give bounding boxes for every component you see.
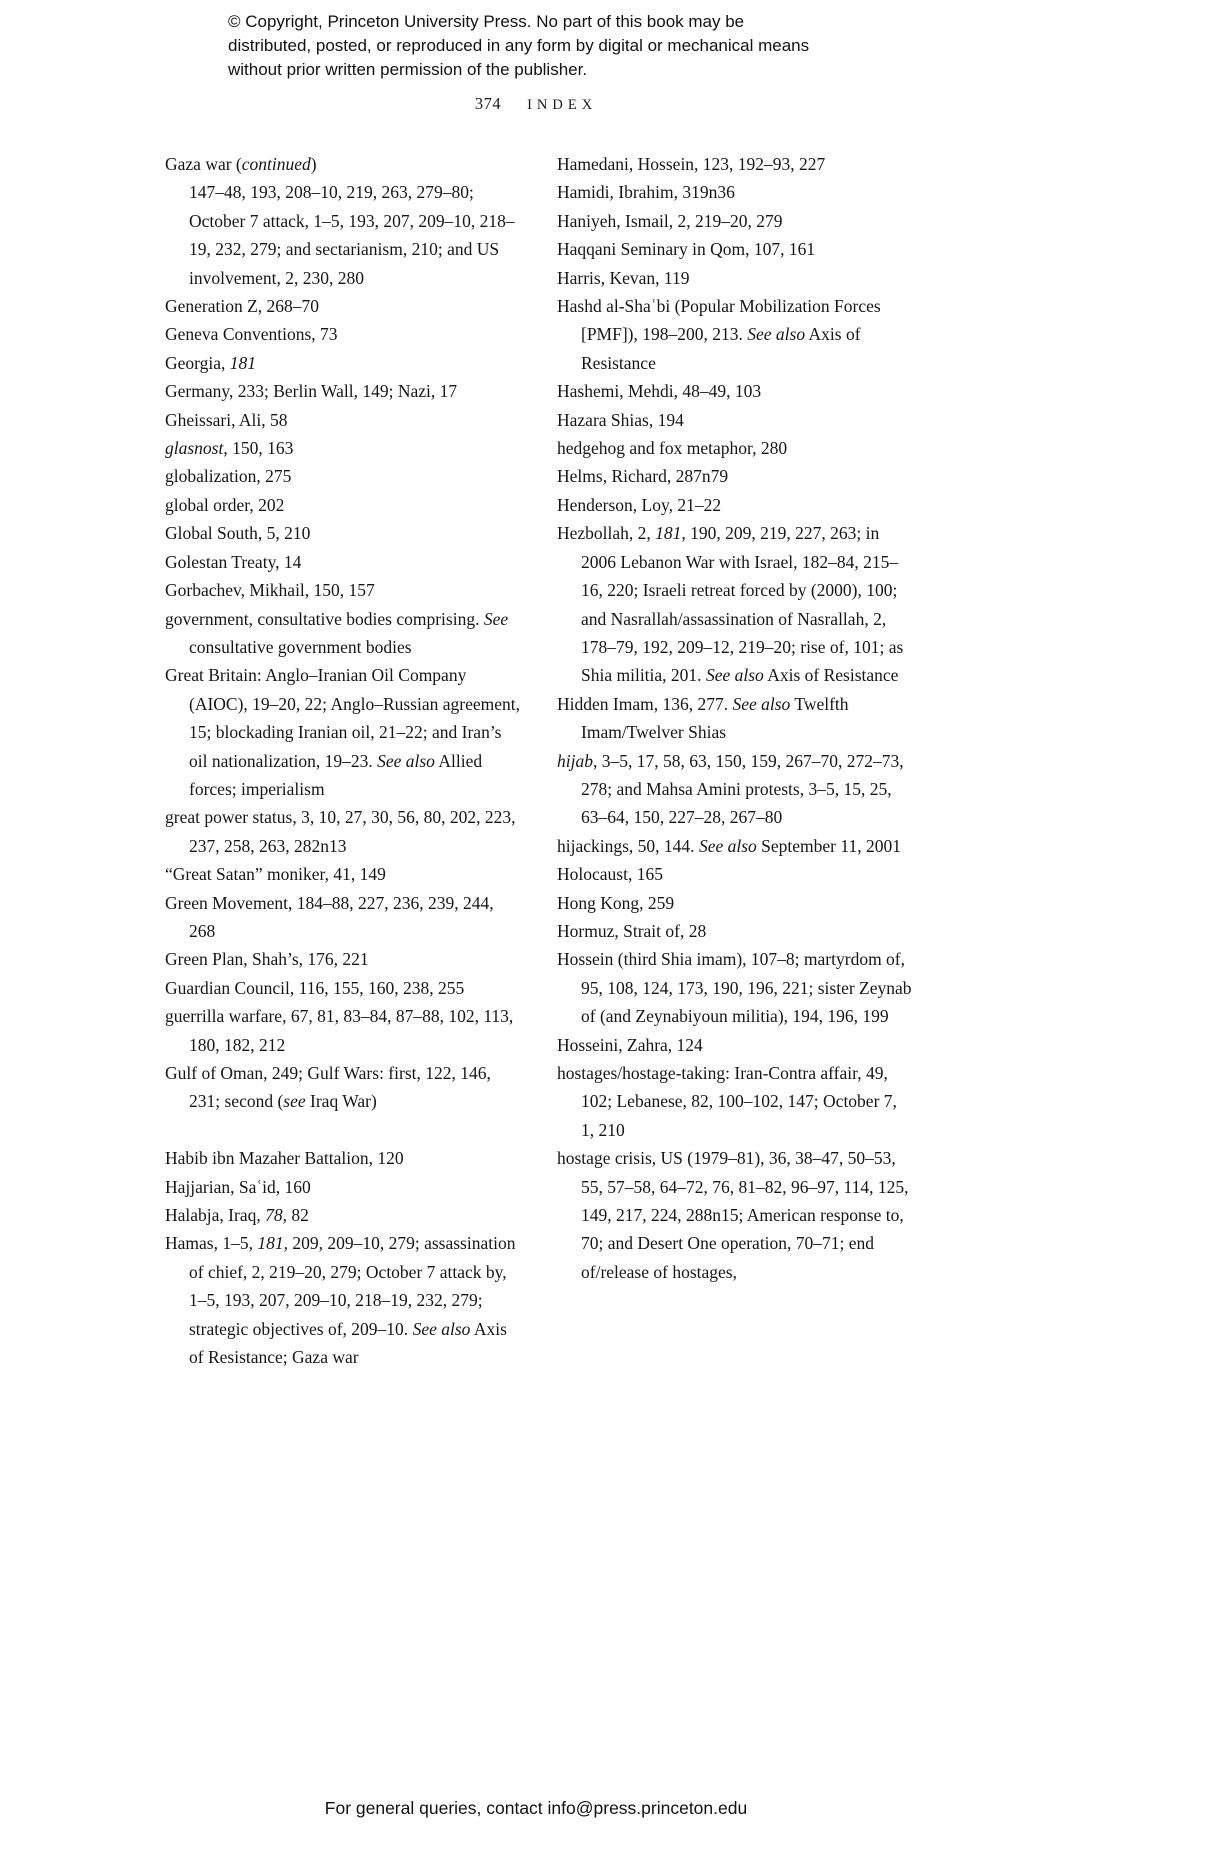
index-entry — [165, 1144, 521, 1172]
index-entry-text: Halabja, Iraq, — [165, 1205, 266, 1226]
index-entry-italic-text: See also — [698, 835, 757, 856]
index-entry-text: Axis of Resistance — [581, 324, 861, 373]
index-entry-text: globalization, 275 — [165, 466, 292, 487]
index-entry — [557, 264, 913, 292]
index-entry — [557, 519, 913, 689]
index-entry — [165, 1173, 521, 1201]
index-entry-text: “Great Satan” moniker, 41, 149 — [165, 864, 386, 885]
index-entry — [165, 974, 521, 1002]
index-entry-text: Allied forces; imperialism — [189, 750, 483, 799]
index-entry — [557, 462, 913, 490]
index-entry — [165, 860, 521, 888]
index-entry-text: Great Britain: Anglo–Iranian Oil Company (AIOC), 19–20, 22; Anglo–Russian agreement, 15; blockading Iranian oil, 21–22; and Iran’s oil nationalization, 19–23. — [165, 665, 520, 771]
index-entry — [557, 434, 913, 462]
index-entry-text: Green Plan, Shah’s, 176, 221 — [165, 949, 369, 970]
index-entry — [165, 605, 521, 662]
index-entry-text: consultative government bodies — [189, 636, 412, 657]
index-entry-text: Twelfth Imam/Twelver Shias — [581, 693, 849, 743]
index-entry-text: , 150, 163 — [223, 438, 294, 459]
index-entry — [165, 1002, 521, 1059]
index-entry-text: Hidden Imam, 136, 277. — [557, 693, 733, 714]
index-entry — [557, 917, 913, 945]
index-column-left — [165, 150, 521, 1371]
index-entry — [557, 1144, 913, 1286]
index-entry-text: Axis of Resistance; Gaza war — [189, 1318, 507, 1368]
index-entry — [557, 406, 913, 434]
index-entry-italic-text: See — [483, 608, 509, 629]
index-entry-text: Hashemi, Mehdi, 48–49, 103 — [557, 381, 762, 402]
index-entry — [165, 945, 521, 973]
index-entry — [165, 178, 521, 292]
index-column-right — [557, 150, 913, 1286]
index-entry — [165, 1229, 521, 1371]
index-entry-italic-text: 181, — [257, 1233, 288, 1254]
index-entry — [557, 860, 913, 888]
index-entry-text: Harris, Kevan, 119 — [557, 267, 690, 288]
index-entry — [165, 462, 521, 490]
index-entry — [165, 320, 521, 348]
index-entry-text: Haqqani Seminary in Qom, 107, 161 — [557, 239, 816, 260]
index-entry-text: Hossein (third Shia imam), 107–8; martyrdom of, 95, 108, 124, 173, 190, 196, 221; sister Zeynab of (and Zeynabiyoun militia), 194, 196, 199 — [557, 949, 912, 1027]
index-entry — [165, 576, 521, 604]
index-entry — [165, 150, 521, 178]
index-entry-text: 209, 209–10, 279; assassination of chief, 2, 219–20, 279; October 7 attack by, 1–5, 193, 207, 209–10, 218–19, 232, 279; strategic objectives of, 209–10. — [189, 1233, 516, 1339]
index-entry-text: 190, 209, 219, 227, 263; in 2006 Lebanon War with Israel, 182–84, 215–16, 220; Israeli retreat forced by (2000), 100; and Nasrallah/assassination of Nasrallah, 2, 178–79, 192, 209–12, 219–20; rise of, 101; as Shia militia, 201. — [581, 523, 904, 686]
index-entry-text: Hazara Shias, 194 — [557, 409, 684, 430]
index-entry-text: hijackings, 50, 144. — [557, 835, 699, 856]
index-entry-text: Guardian Council, 116, 155, 160, 238, 255 — [165, 977, 465, 998]
index-entry — [557, 690, 913, 747]
index-entry — [557, 747, 913, 832]
index-entry — [557, 207, 913, 235]
index-entry-text: September 11, 2001 — [756, 835, 901, 856]
index-entry-text: Hosseini, Zahra, 124 — [557, 1034, 703, 1055]
index-entry-text: Hong Kong, 259 — [557, 892, 675, 913]
index-entry-text: global order, 202 — [165, 494, 285, 515]
index-entry-text: Gorbachev, Mikhail, 150, 157 — [165, 580, 375, 601]
index-entry-text: Gheissari, Ali, 58 — [165, 409, 288, 430]
index-entry-text: Gulf of Oman, 249; Gulf Wars: first, 122, 146, 231; second ( — [165, 1063, 491, 1112]
index-entry-italic-text: See also — [705, 665, 764, 686]
index-entry-text: , 3–5, 17, 58, 63, 150, 159, 267–70, 272–73, 278; and Mahsa Amini protests, 3–5, 15, 25, 63–64, 150, 227–28, 267–80 — [581, 750, 904, 828]
index-entry — [165, 803, 521, 860]
index-entry — [557, 491, 913, 519]
index-entry-italic-text: See also — [412, 1318, 471, 1339]
index-entry — [165, 406, 521, 434]
section-title: INDEX — [527, 97, 598, 113]
page-number: 374 — [474, 94, 502, 113]
index-entry-text: Hamas, 1–5, — [165, 1233, 258, 1254]
index-entry-text: hostage crisis, US (1979–81), 36, 38–47, 50–53, 55, 57–58, 64–72, 76, 81–82, 96–97, 114, 125, 149, 217, 224, 288n15; American response to, 70; and Desert One operation, 70–71; end of/release of hostages, — [557, 1148, 909, 1282]
index-entry — [557, 178, 913, 206]
index-entry — [557, 889, 913, 917]
index-entry-text: Henderson, Loy, 21–22 — [557, 494, 722, 515]
index-entry — [165, 349, 521, 377]
index-entry-text: Hajjarian, Saʿid, 160 — [165, 1176, 311, 1197]
index-entry-italic-text: hijab — [557, 750, 593, 771]
index-entry — [165, 434, 521, 462]
index-entry — [557, 292, 913, 377]
index-entry-text: Haniyeh, Ismail, 2, 219–20, 279 — [557, 210, 783, 231]
index-columns — [165, 150, 913, 1371]
index-entry-text: Global South, 5, 210 — [165, 523, 311, 544]
index-entry-text: Hormuz, Strait of, 28 — [557, 920, 707, 941]
copyright-notice: © Copyright, Princeton University Press. No part of this book may be distributed, posted, or reproduced in any form by digital or mechanical means without prior written permission of the publisher. — [228, 12, 810, 79]
index-entry — [557, 235, 913, 263]
index-entry-text: Hamedani, Hossein, 123, 192–93, 227 — [557, 154, 826, 174]
index-entry — [557, 945, 913, 1030]
index-entry-text: Helms, Richard, 287n79 — [557, 466, 729, 487]
index-entry — [165, 1059, 521, 1116]
index-entry — [165, 661, 521, 803]
index-entry-text: Golestan Treaty, 14 — [165, 551, 302, 572]
index-entry — [557, 150, 913, 178]
index-entry-text: Generation Z, 268–70 — [165, 296, 320, 317]
index-entry-text: Georgia, — [165, 352, 230, 373]
index-entry-text: Habib ibn Mazaher Battalion, 120 — [165, 1148, 404, 1169]
index-entry — [165, 1201, 521, 1229]
index-entry-text: hostages/hostage-taking: Iran-Contra affair, 49, 102; Lebanese, 82, 100–102, 147; October 7, 1, 210 — [557, 1063, 897, 1140]
index-entry-text: Hashd al-Shaʿbi (Popular Mobilization Forces [PMF]), 198–200, 213. — [557, 296, 881, 345]
index-entry-italic-text: 181 — [229, 352, 257, 373]
index-entry-text: government, consultative bodies comprising. — [165, 608, 484, 629]
index-entry-italic-text: See also — [377, 750, 435, 771]
index-entry-text: Gaza war ( — [165, 154, 242, 174]
index-entry — [557, 832, 913, 860]
index-entry-text: hedgehog and fox metaphor, 280 — [557, 438, 788, 459]
index-entry-text: Hamidi, Ibrahim, 319n36 — [557, 182, 735, 203]
index-entry — [557, 1059, 913, 1144]
index-entry-text: great power status, 3, 10, 27, 30, 56, 80, 202, 223, 237, 258, 263, 282n13 — [165, 807, 516, 856]
index-entry-italic-text: continued — [241, 154, 311, 174]
index-entry — [165, 377, 521, 405]
index-entry-text: guerrilla warfare, 67, 81, 83–84, 87–88, 102, 113, 180, 182, 212 — [165, 1006, 514, 1055]
index-entry — [557, 377, 913, 405]
index-entry-text: Geneva Conventions, 73 — [165, 324, 338, 345]
running-head — [165, 94, 907, 114]
index-entry-italic-text: See also — [747, 324, 806, 345]
index-entry-italic-text: glasnost — [165, 438, 224, 459]
index-entry — [557, 1031, 913, 1059]
index-entry-text: Hezbollah, 2, — [557, 523, 656, 544]
index-entry — [165, 889, 521, 946]
index-entry — [165, 548, 521, 576]
index-entry — [165, 491, 521, 519]
footer-queries-note: For general queries, contact info@press.princeton.edu — [324, 1798, 748, 1818]
index-entry-text: Iraq War) — [305, 1091, 377, 1112]
index-entry-italic-text: see — [283, 1091, 306, 1112]
index-entry — [165, 519, 521, 547]
index-entry-italic-text: 181, — [655, 523, 686, 544]
index-entry-italic-text: See also — [732, 693, 791, 714]
index-entry-text: Holocaust, 165 — [557, 864, 663, 885]
index-entry-text: Green Movement, 184–88, 227, 236, 239, 244, 268 — [165, 892, 494, 941]
index-entry — [165, 292, 521, 320]
index-entry-text: Germany, 233; Berlin Wall, 149; Nazi, 17 — [165, 381, 458, 402]
index-entry-text: 147–48, 193, 208–10, 219, 263, 279–80; October 7 attack, 1–5, 193, 207, 209–10, 218–19, 232, 279; and sectarianism, 210; and US involvement, 2, 230, 280 — [189, 182, 515, 288]
index-entry-italic-text: 78, — [265, 1205, 287, 1226]
index-entry-text: 82 — [286, 1205, 309, 1226]
index-entry-text: Axis of Resistance — [763, 665, 899, 686]
index-entry-text: ) — [310, 154, 317, 174]
